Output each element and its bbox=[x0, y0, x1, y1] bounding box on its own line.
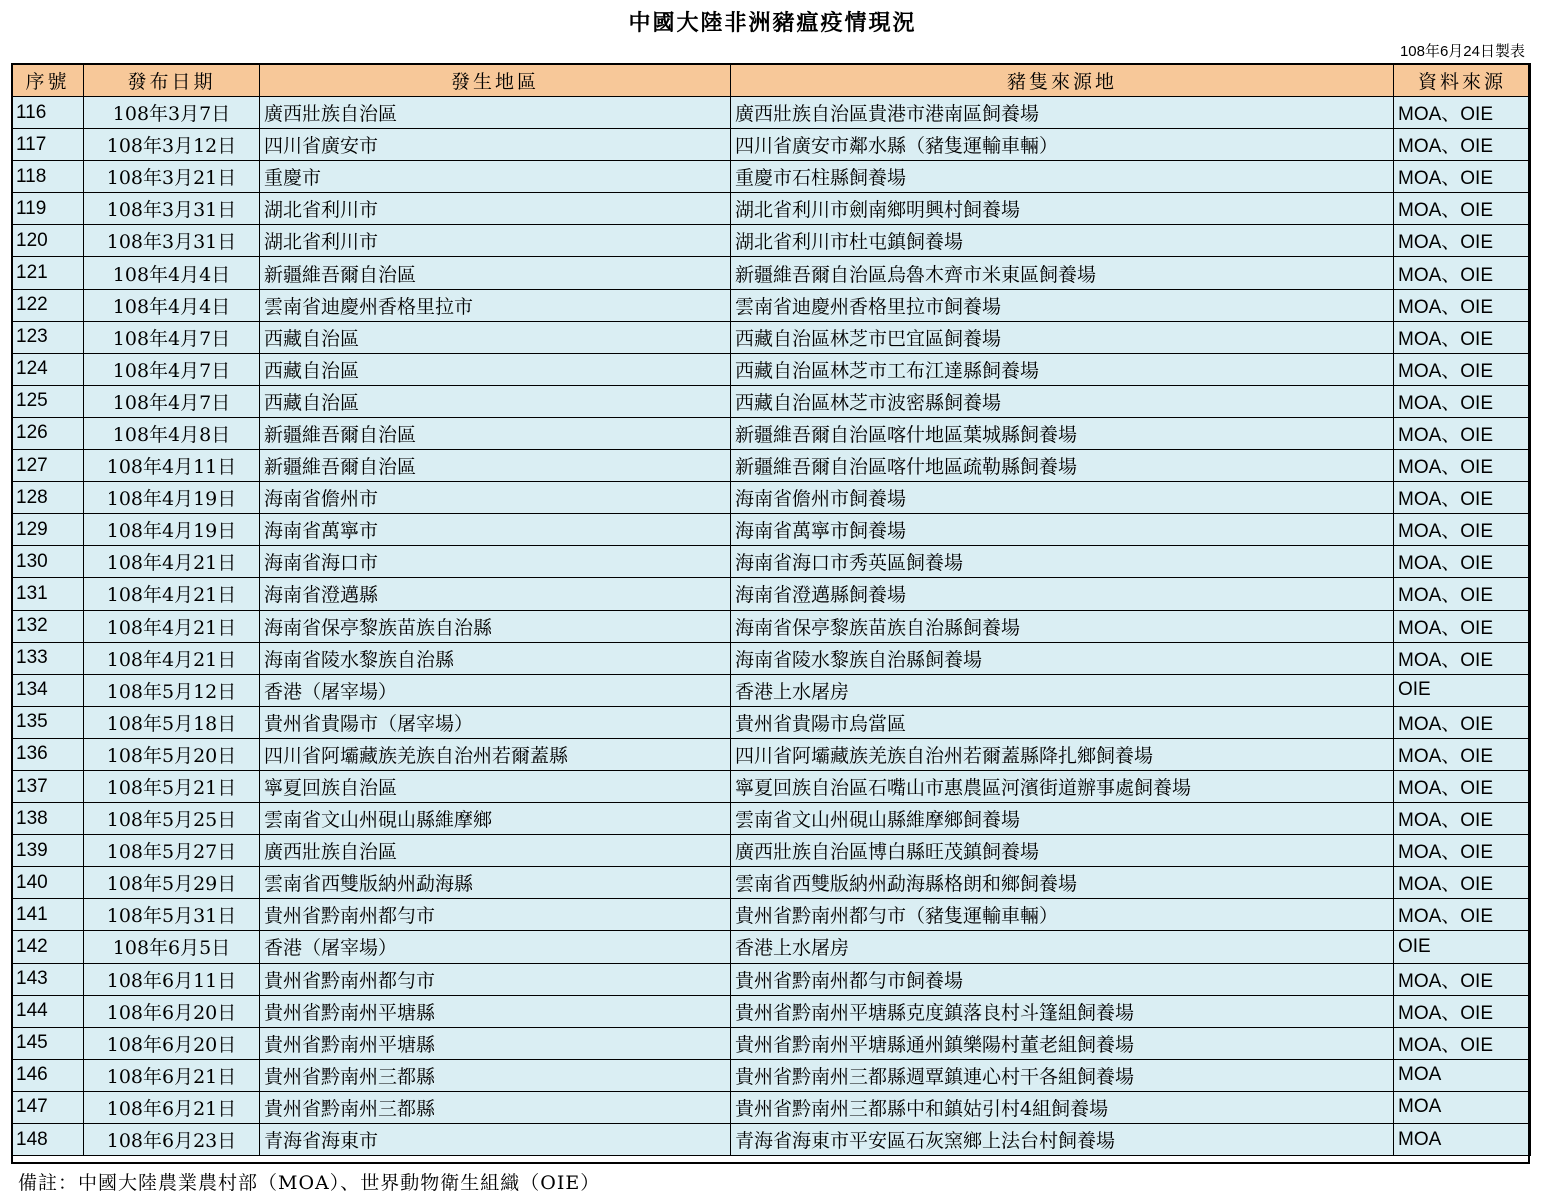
table-row bbox=[12, 1124, 1531, 1156]
cell-origin: 新疆維吾爾自治區烏魯木齊市米東區飼養場 bbox=[731, 257, 1394, 289]
cell-date: 108年4月8日 bbox=[84, 417, 260, 449]
cell-area: 廣西壯族自治區 bbox=[260, 835, 731, 867]
cell-no: 136 bbox=[12, 738, 84, 770]
table-row bbox=[12, 963, 1531, 995]
cell-date: 108年4月21日 bbox=[84, 578, 260, 610]
cell-area: 貴州省貴陽市（屠宰場） bbox=[260, 706, 731, 738]
cell-date: 108年3月31日 bbox=[84, 193, 260, 225]
table-row bbox=[12, 321, 1531, 353]
cell-date: 108年6月5日 bbox=[84, 931, 260, 963]
cell-origin: 香港上水屠房 bbox=[731, 674, 1394, 706]
cell-no: 143 bbox=[12, 963, 84, 995]
cell-origin: 貴州省黔南州三都縣中和鎮姑引村4組飼養場 bbox=[731, 1091, 1394, 1123]
cell-source: MOA、OIE bbox=[1394, 385, 1531, 417]
cell-no: 123 bbox=[12, 321, 84, 353]
cell-source: MOA、OIE bbox=[1394, 706, 1531, 738]
cell-no: 125 bbox=[12, 385, 84, 417]
cell-area: 海南省海口市 bbox=[260, 546, 731, 578]
cell-origin: 湖北省利川市劍南鄉明興村飼養場 bbox=[731, 193, 1394, 225]
header-source: 資料來源 bbox=[1394, 64, 1531, 97]
cell-area: 海南省萬寧市 bbox=[260, 514, 731, 546]
table-row bbox=[12, 931, 1531, 963]
table-row bbox=[12, 385, 1531, 417]
cell-source: MOA、OIE bbox=[1394, 161, 1531, 193]
table-row bbox=[12, 129, 1531, 161]
cell-source: MOA、OIE bbox=[1394, 321, 1531, 353]
cell-date: 108年6月20日 bbox=[84, 995, 260, 1027]
table-row bbox=[12, 674, 1531, 706]
cell-source: MOA bbox=[1394, 1091, 1531, 1123]
cell-no: 126 bbox=[12, 417, 84, 449]
cell-date: 108年3月31日 bbox=[84, 225, 260, 257]
cell-source: MOA、OIE bbox=[1394, 803, 1531, 835]
cell-date: 108年5月29日 bbox=[84, 867, 260, 899]
cell-source: MOA、OIE bbox=[1394, 770, 1531, 802]
cell-area: 雲南省西雙版納州勐海縣 bbox=[260, 867, 731, 899]
table-row bbox=[12, 225, 1531, 257]
cell-no: 139 bbox=[12, 835, 84, 867]
table-row bbox=[12, 161, 1531, 193]
table-row bbox=[12, 995, 1531, 1027]
cell-origin: 香港上水屠房 bbox=[731, 931, 1394, 963]
table-row bbox=[12, 610, 1531, 642]
cell-origin: 雲南省文山州硯山縣維摩鄉飼養場 bbox=[731, 803, 1394, 835]
cell-origin: 廣西壯族自治區博白縣旺茂鎮飼養場 bbox=[731, 835, 1394, 867]
cell-date: 108年6月20日 bbox=[84, 1027, 260, 1059]
cell-date: 108年3月12日 bbox=[84, 129, 260, 161]
cell-area: 貴州省黔南州三都縣 bbox=[260, 1091, 731, 1123]
cell-date: 108年4月21日 bbox=[84, 642, 260, 674]
cell-date: 108年5月18日 bbox=[84, 706, 260, 738]
cell-source: MOA、OIE bbox=[1394, 450, 1531, 482]
cell-area: 四川省廣安市 bbox=[260, 129, 731, 161]
cell-no: 142 bbox=[12, 931, 84, 963]
cell-area: 貴州省黔南州平塘縣 bbox=[260, 995, 731, 1027]
cell-origin: 貴州省黔南州三都縣週覃鎮連心村干各組飼養場 bbox=[731, 1059, 1394, 1091]
cell-area: 新疆維吾爾自治區 bbox=[260, 417, 731, 449]
cell-no: 140 bbox=[12, 867, 84, 899]
cell-no: 146 bbox=[12, 1059, 84, 1091]
cell-source: MOA、OIE bbox=[1394, 417, 1531, 449]
cell-no: 119 bbox=[12, 193, 84, 225]
header-no: 序號 bbox=[12, 64, 84, 97]
cell-area: 新疆維吾爾自治區 bbox=[260, 257, 731, 289]
cell-origin: 海南省陵水黎族自治縣飼養場 bbox=[731, 642, 1394, 674]
cell-no: 128 bbox=[12, 482, 84, 514]
cell-area: 寧夏回族自治區 bbox=[260, 770, 731, 802]
cell-origin: 海南省儋州市飼養場 bbox=[731, 482, 1394, 514]
cell-origin: 重慶市石柱縣飼養場 bbox=[731, 161, 1394, 193]
cell-area: 貴州省黔南州平塘縣 bbox=[260, 1027, 731, 1059]
made-date: 108年6月24日製表 bbox=[1399, 43, 1525, 60]
cell-no: 121 bbox=[12, 257, 84, 289]
cell-date: 108年5月27日 bbox=[84, 835, 260, 867]
cell-date: 108年4月21日 bbox=[84, 546, 260, 578]
table-row bbox=[12, 353, 1531, 385]
cell-no: 141 bbox=[12, 899, 84, 931]
cell-no: 132 bbox=[12, 610, 84, 642]
cell-area: 湖北省利川市 bbox=[260, 193, 731, 225]
cell-source: MOA、OIE bbox=[1394, 482, 1531, 514]
cell-date: 108年4月19日 bbox=[84, 482, 260, 514]
cell-date: 108年4月4日 bbox=[84, 289, 260, 321]
cell-origin: 海南省海口市秀英區飼養場 bbox=[731, 546, 1394, 578]
cell-source: MOA、OIE bbox=[1394, 835, 1531, 867]
cell-source: MOA、OIE bbox=[1394, 899, 1531, 931]
cell-area: 西藏自治區 bbox=[260, 321, 731, 353]
table-row bbox=[12, 193, 1531, 225]
cell-no: 117 bbox=[12, 129, 84, 161]
cell-area: 貴州省黔南州都勻市 bbox=[260, 899, 731, 931]
cell-no: 116 bbox=[12, 97, 84, 129]
header-date: 發布日期 bbox=[84, 64, 260, 97]
cell-no: 135 bbox=[12, 706, 84, 738]
cell-no: 130 bbox=[12, 546, 84, 578]
cell-source: MOA、OIE bbox=[1394, 129, 1531, 161]
cell-origin: 貴州省黔南州平塘縣克度鎮落良村斗篷組飼養場 bbox=[731, 995, 1394, 1027]
outbreak-table bbox=[11, 63, 1531, 1156]
cell-date: 108年4月7日 bbox=[84, 321, 260, 353]
cell-date: 108年5月25日 bbox=[84, 803, 260, 835]
cell-no: 129 bbox=[12, 514, 84, 546]
cell-no: 118 bbox=[12, 161, 84, 193]
cell-source: MOA bbox=[1394, 1059, 1531, 1091]
cell-origin: 雲南省西雙版納州勐海縣格朗和鄉飼養場 bbox=[731, 867, 1394, 899]
header-origin: 豬隻來源地 bbox=[731, 64, 1394, 97]
table-row bbox=[12, 450, 1531, 482]
cell-date: 108年6月21日 bbox=[84, 1059, 260, 1091]
cell-date: 108年4月7日 bbox=[84, 385, 260, 417]
cell-area: 新疆維吾爾自治區 bbox=[260, 450, 731, 482]
cell-origin: 海南省保亭黎族苗族自治縣飼養場 bbox=[731, 610, 1394, 642]
cell-origin: 四川省廣安市鄰水縣（豬隻運輸車輛） bbox=[731, 129, 1394, 161]
cell-source: MOA、OIE bbox=[1394, 546, 1531, 578]
table-row bbox=[12, 546, 1531, 578]
cell-source: MOA、OIE bbox=[1394, 289, 1531, 321]
cell-area: 重慶市 bbox=[260, 161, 731, 193]
cell-area: 貴州省黔南州三都縣 bbox=[260, 1059, 731, 1091]
table-row bbox=[12, 578, 1531, 610]
table-row bbox=[12, 289, 1531, 321]
table-row bbox=[12, 835, 1531, 867]
cell-origin: 新疆維吾爾自治區喀什地區疏勒縣飼養場 bbox=[731, 450, 1394, 482]
cell-source: MOA、OIE bbox=[1394, 738, 1531, 770]
cell-date: 108年4月21日 bbox=[84, 610, 260, 642]
header-area: 發生地區 bbox=[260, 64, 731, 97]
cell-origin: 廣西壯族自治區貴港市港南區飼養場 bbox=[731, 97, 1394, 129]
cell-date: 108年4月19日 bbox=[84, 514, 260, 546]
cell-source: MOA、OIE bbox=[1394, 995, 1531, 1027]
table-row bbox=[12, 1027, 1531, 1059]
cell-origin: 海南省萬寧市飼養場 bbox=[731, 514, 1394, 546]
cell-no: 148 bbox=[12, 1124, 84, 1156]
cell-no: 124 bbox=[12, 353, 84, 385]
table-row bbox=[12, 417, 1531, 449]
page-title: 中國大陸非洲豬瘟疫情現況 bbox=[628, 10, 917, 36]
table-header-row bbox=[12, 64, 1531, 97]
table-row bbox=[12, 706, 1531, 738]
footnote: 備註：中國大陸農業農村部（MOA）、世界動物衛生組織（OIE） bbox=[18, 1172, 601, 1194]
table-row bbox=[12, 642, 1531, 674]
cell-origin: 貴州省貴陽市烏當區 bbox=[731, 706, 1394, 738]
cell-no: 131 bbox=[12, 578, 84, 610]
cell-source: MOA、OIE bbox=[1394, 193, 1531, 225]
cell-area: 海南省保亭黎族苗族自治縣 bbox=[260, 610, 731, 642]
cell-area: 香港（屠宰場） bbox=[260, 931, 731, 963]
table-row bbox=[12, 97, 1531, 129]
table-row bbox=[12, 770, 1531, 802]
cell-date: 108年5月31日 bbox=[84, 899, 260, 931]
cell-area: 西藏自治區 bbox=[260, 353, 731, 385]
cell-date: 108年3月21日 bbox=[84, 161, 260, 193]
cell-area: 雲南省文山州硯山縣維摩鄉 bbox=[260, 803, 731, 835]
cell-source: MOA、OIE bbox=[1394, 97, 1531, 129]
cell-origin: 西藏自治區林芝市巴宜區飼養場 bbox=[731, 321, 1394, 353]
table-row bbox=[12, 1059, 1531, 1091]
cell-origin: 青海省海東市平安區石灰窯鄉上法台村飼養場 bbox=[731, 1124, 1394, 1156]
cell-origin: 貴州省黔南州都勻市飼養場 bbox=[731, 963, 1394, 995]
cell-origin: 湖北省利川市杜屯鎮飼養場 bbox=[731, 225, 1394, 257]
table-row bbox=[12, 738, 1531, 770]
cell-origin: 四川省阿壩藏族羌族自治州若爾蓋縣降扎鄉飼養場 bbox=[731, 738, 1394, 770]
table-row bbox=[12, 899, 1531, 931]
cell-no: 145 bbox=[12, 1027, 84, 1059]
cell-area: 海南省陵水黎族自治縣 bbox=[260, 642, 731, 674]
cell-date: 108年4月11日 bbox=[84, 450, 260, 482]
cell-origin: 貴州省黔南州都勻市（豬隻運輸車輛） bbox=[731, 899, 1394, 931]
cell-date: 108年5月20日 bbox=[84, 738, 260, 770]
table-row bbox=[12, 514, 1531, 546]
cell-origin: 貴州省黔南州平塘縣通州鎮樂陽村董老組飼養場 bbox=[731, 1027, 1394, 1059]
cell-no: 134 bbox=[12, 674, 84, 706]
cell-date: 108年4月4日 bbox=[84, 257, 260, 289]
cell-area: 青海省海東市 bbox=[260, 1124, 731, 1156]
cell-source: OIE bbox=[1394, 674, 1531, 706]
cell-source: MOA、OIE bbox=[1394, 963, 1531, 995]
cell-area: 貴州省黔南州都勻市 bbox=[260, 963, 731, 995]
cell-source: MOA、OIE bbox=[1394, 642, 1531, 674]
cell-source: MOA、OIE bbox=[1394, 610, 1531, 642]
cell-area: 廣西壯族自治區 bbox=[260, 97, 731, 129]
cell-area: 海南省澄邁縣 bbox=[260, 578, 731, 610]
cell-area: 海南省儋州市 bbox=[260, 482, 731, 514]
cell-source: MOA、OIE bbox=[1394, 867, 1531, 899]
cell-origin: 西藏自治區林芝市波密縣飼養場 bbox=[731, 385, 1394, 417]
cell-date: 108年4月7日 bbox=[84, 353, 260, 385]
cell-date: 108年6月11日 bbox=[84, 963, 260, 995]
table-row bbox=[12, 257, 1531, 289]
cell-date: 108年6月21日 bbox=[84, 1091, 260, 1123]
cell-source: MOA、OIE bbox=[1394, 257, 1531, 289]
cell-no: 137 bbox=[12, 770, 84, 802]
cell-area: 湖北省利川市 bbox=[260, 225, 731, 257]
cell-no: 147 bbox=[12, 1091, 84, 1123]
cell-no: 127 bbox=[12, 450, 84, 482]
cell-no: 133 bbox=[12, 642, 84, 674]
cell-source: MOA bbox=[1394, 1124, 1531, 1156]
cell-origin: 海南省澄邁縣飼養場 bbox=[731, 578, 1394, 610]
cell-origin: 寧夏回族自治區石嘴山市惠農區河濱街道辦事處飼養場 bbox=[731, 770, 1394, 802]
cell-origin: 西藏自治區林芝市工布江達縣飼養場 bbox=[731, 353, 1394, 385]
cell-source: MOA、OIE bbox=[1394, 578, 1531, 610]
cell-date: 108年3月7日 bbox=[84, 97, 260, 129]
cell-source: OIE bbox=[1394, 931, 1531, 963]
cell-area: 香港（屠宰場） bbox=[260, 674, 731, 706]
cell-origin: 新疆維吾爾自治區喀什地區葉城縣飼養場 bbox=[731, 417, 1394, 449]
cell-date: 108年5月21日 bbox=[84, 770, 260, 802]
cell-area: 四川省阿壩藏族羌族自治州若爾蓋縣 bbox=[260, 738, 731, 770]
cell-date: 108年5月12日 bbox=[84, 674, 260, 706]
cell-no: 122 bbox=[12, 289, 84, 321]
cell-area: 西藏自治區 bbox=[260, 385, 731, 417]
table-row bbox=[12, 867, 1531, 899]
table-row bbox=[12, 1091, 1531, 1123]
cell-area: 雲南省迪慶州香格里拉市 bbox=[260, 289, 731, 321]
table-row bbox=[12, 803, 1531, 835]
cell-date: 108年6月23日 bbox=[84, 1124, 260, 1156]
cell-origin: 雲南省迪慶州香格里拉市飼養場 bbox=[731, 289, 1394, 321]
cell-source: MOA、OIE bbox=[1394, 353, 1531, 385]
cell-source: MOA、OIE bbox=[1394, 225, 1531, 257]
cell-no: 144 bbox=[12, 995, 84, 1027]
cell-source: MOA、OIE bbox=[1394, 1027, 1531, 1059]
cell-no: 120 bbox=[12, 225, 84, 257]
cell-no: 138 bbox=[12, 803, 84, 835]
cell-source: MOA、OIE bbox=[1394, 514, 1531, 546]
table-row bbox=[12, 482, 1531, 514]
